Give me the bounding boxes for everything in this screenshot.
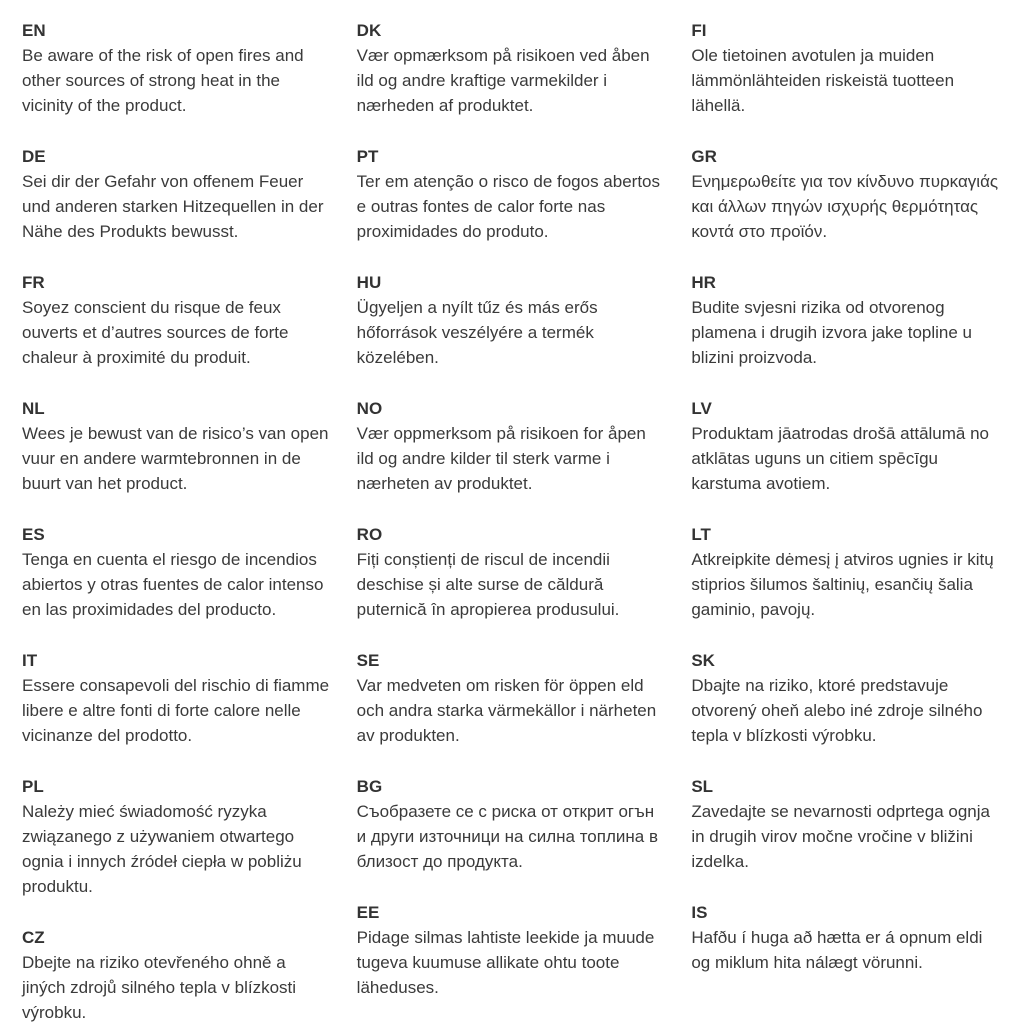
warning-text: Tenga en cuenta el riesgo de incendios abiertos y otras fuentes de calor intenso en las proximidades del producto.: [22, 550, 324, 619]
warning-column-3: [691, 18, 1000, 1024]
warning-text: Съобразете се с риска от открит огън и други източници на силна топлина в близост до продукта.: [356, 802, 658, 871]
warning-text: Essere consapevoli del rischio di fiamme libere e altre fonti di forte calore nelle vicinanze del prodotto.: [22, 676, 330, 745]
warning-text: Dbejte na riziko otevřeného ohně a jiných zdrojů silného tepla v blízkosti výrobku.: [22, 953, 297, 1022]
language-code: LT: [691, 525, 711, 544]
language-entry: [357, 270, 666, 370]
warning-text: Hafðu í huga að hætta er á opnum eldi og miklum hita nálægt vörunni.: [691, 928, 983, 972]
language-entry: [357, 18, 666, 118]
language-entry: [357, 396, 666, 496]
language-code: PL: [22, 777, 44, 796]
warning-text: Produktam jāatrodas drošā attālumā no atklātas uguns un citiem spēcīgu karstuma avotiem.: [691, 424, 990, 493]
language-entry: [691, 270, 1000, 370]
language-code: EE: [356, 903, 380, 922]
language-entry: [691, 18, 1000, 118]
warning-text: Atkreipkite dėmesį į atviros ugnies ir kitų stiprios šilumos šaltinių, esančių šalia gaminio, pavojų.: [691, 550, 994, 619]
language-code: GR: [691, 147, 717, 166]
language-entry: [22, 396, 331, 496]
language-entry: [691, 522, 1000, 622]
language-entry: [22, 522, 331, 622]
language-code: BG: [356, 777, 383, 796]
language-entry: [22, 648, 331, 748]
warning-text: Fiți conștienți de riscul de incendii deschise și alte surse de căldură puternică în apropierea produsului.: [356, 550, 620, 619]
warning-text: Wees je bewust van de risico’s van open vuur en andere warmtebronnen in de buurt van het product.: [22, 424, 329, 493]
language-code: EN: [22, 21, 46, 40]
language-entry: [691, 774, 1000, 874]
language-code: HR: [691, 273, 716, 292]
warning-text: Be aware of the risk of open fires and other sources of strong heat in the vicinity of the product.: [22, 46, 304, 115]
warning-text: Ole tietoinen avotulen ja muiden lämmönlähteiden riskeistä tuotteen lähellä.: [691, 46, 955, 115]
language-code: PT: [356, 147, 379, 166]
warning-text: Var medveten om risken för öppen eld och andra starka värmekällor i närheten av produkten.: [356, 676, 657, 745]
language-code: LV: [691, 399, 712, 418]
warning-text: Dbajte na riziko, ktoré predstavuje otvorený oheň alebo iné zdroje silného tepla v blízkosti výrobku.: [691, 676, 983, 745]
language-code: RO: [356, 525, 383, 544]
language-entry: [22, 18, 331, 118]
language-code: HU: [356, 273, 382, 292]
language-entry: [357, 774, 666, 874]
warning-text: Zavedajte se nevarnosti odprtega ognja in drugih virov močne vročine v bližini izdelka.: [691, 802, 990, 871]
language-entry: [22, 925, 331, 1024]
language-entry: [357, 522, 666, 622]
warning-text: Soyez conscient du risque de feux ouverts et d’autres sources de forte chaleur à proximité du produit.: [22, 298, 289, 367]
language-entry: [357, 648, 666, 748]
language-code: IS: [691, 903, 708, 922]
warning-column-1: [22, 18, 331, 1024]
warning-column-2: [357, 18, 666, 1024]
language-entry: [691, 648, 1000, 748]
warning-text: Ügyeljen a nyílt tűz és más erős hőforrások veszélyére a termék közelében.: [356, 298, 598, 367]
warning-text: Ter em atenção o risco de fogos abertos e outras fontes de calor forte nas proximidades do produto.: [356, 172, 661, 241]
language-entry: [22, 144, 331, 244]
warning-text: Należy mieć świadomość ryzyka związanego z używaniem otwartego ognia i innych źródeł ciepła w pobliżu produktu.: [22, 802, 302, 896]
language-code: ES: [22, 525, 45, 544]
language-code: DK: [356, 21, 382, 40]
language-code: SL: [691, 777, 714, 796]
warning-text: Vær oppmerksom på risikoen for åpen ild og andre kilder til sterk varme i nærheten av produktet.: [356, 424, 646, 493]
language-entry: [691, 900, 1000, 975]
language-code: FR: [22, 273, 45, 292]
language-code: SE: [356, 651, 380, 670]
warning-text: Budite svjesni rizika od otvorenog plamena i drugih izvora jake topline u blizini proizvoda.: [691, 298, 973, 367]
language-entry: [691, 396, 1000, 496]
language-entry: [357, 900, 666, 1000]
language-entry: [22, 774, 331, 899]
warning-text: Ενημερωθείτε για τον κίνδυνο πυρκαγιάς και άλλων πηγών ισχυρής θερμότητας κοντά στο προϊόν.: [691, 172, 999, 241]
language-code: DE: [22, 147, 46, 166]
warning-text: Pidage silmas lahtiste leekide ja muude tugeva kuumuse allikate ohtu toote läheduses.: [356, 928, 655, 997]
language-code: FI: [691, 21, 707, 40]
language-entry: [691, 144, 1000, 244]
language-code: CZ: [22, 928, 45, 947]
language-code: IT: [22, 651, 38, 670]
language-code: NO: [356, 399, 383, 418]
warning-text: Vær opmærksom på risikoen ved åben ild og andre kraftige varmekilder i nærheden af produktet.: [356, 46, 650, 115]
language-entry: [357, 144, 666, 244]
language-code: NL: [22, 399, 45, 418]
language-entry: [22, 270, 331, 370]
language-code: SK: [691, 651, 715, 670]
warning-text: Sei dir der Gefahr von offenem Feuer und anderen starken Hitzequellen in der Nähe des Produkts bewusst.: [22, 172, 324, 241]
